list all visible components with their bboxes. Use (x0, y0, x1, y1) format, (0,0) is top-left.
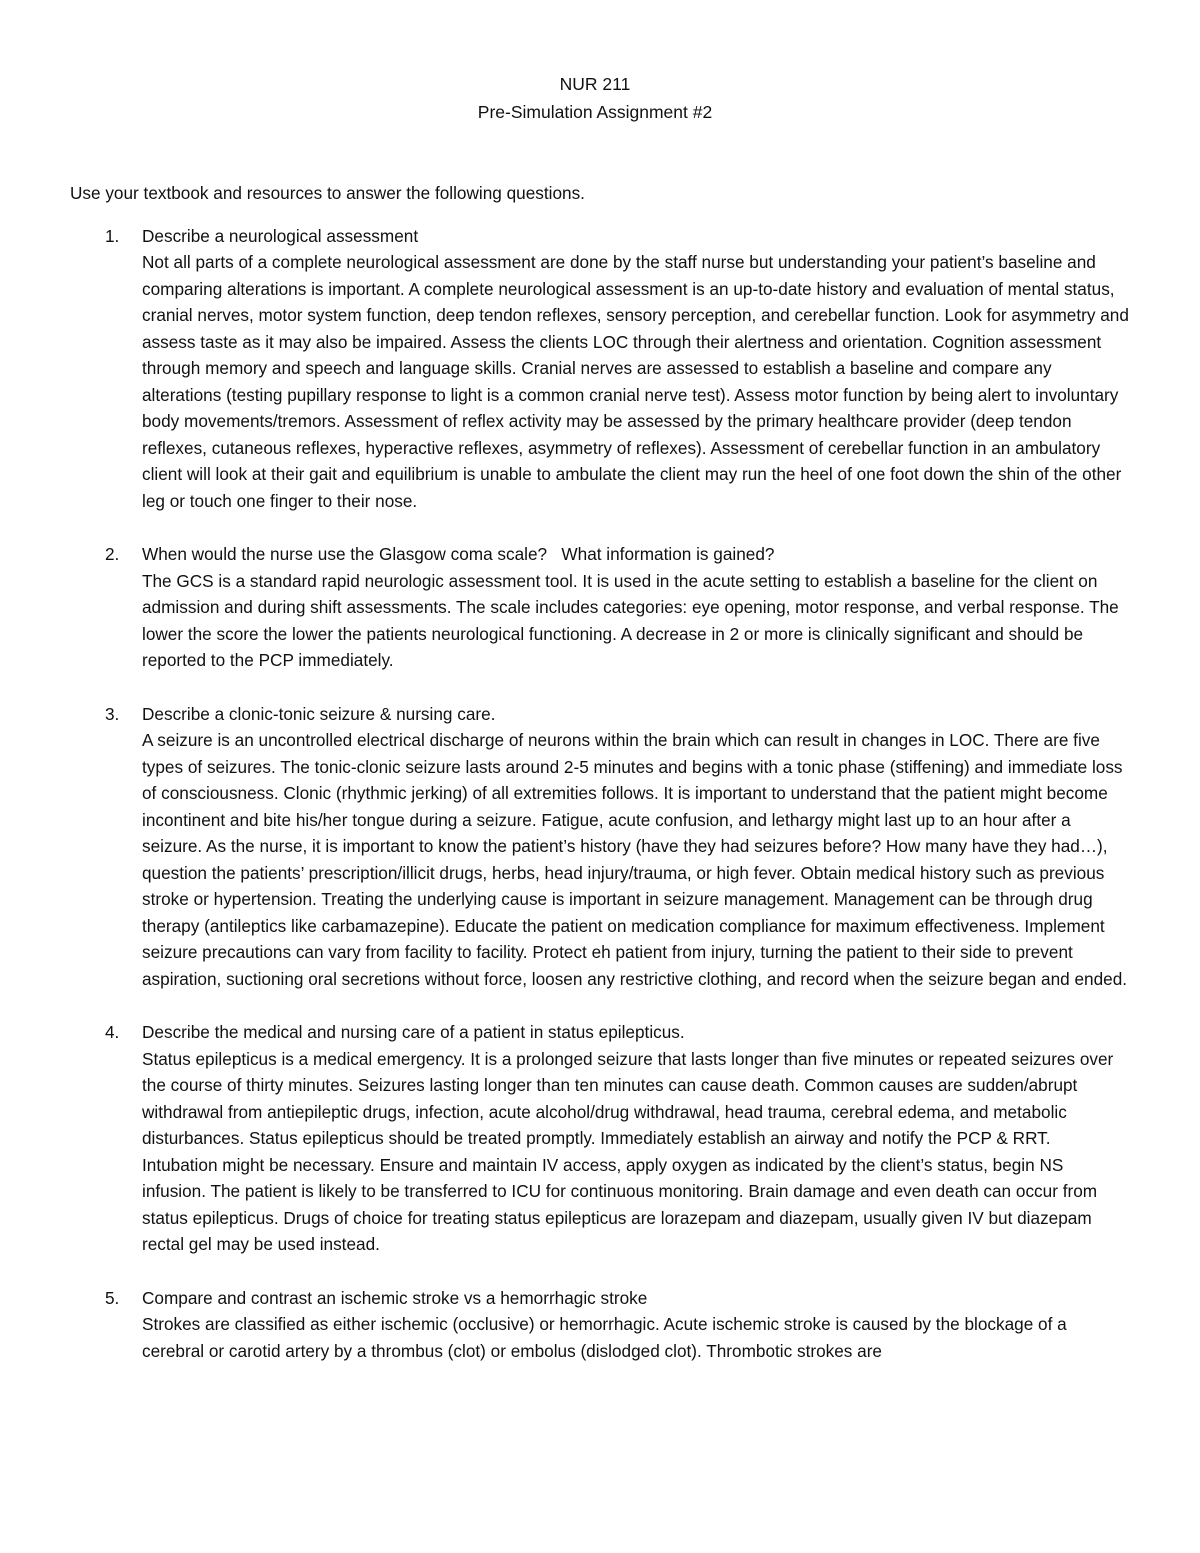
answer-text: Status epilepticus is a medical emergency. It is a prolonged seizure that lasts longer than five minutes or repeated seizures over the course of thirty minutes. Seizures lasting longer than ten minutes can cause death. Common causes are sudden/abrupt withdrawal from antiepileptic drugs, infection, acute alcohol/drug withdrawal, head trauma, cerebral edema, and metabolic disturbances. Status epilepticus should be treated promptly. Immediately establish an airway and notify the PCP & RRT. Intubation might be necessary. Ensure and maintain IV access, apply oxygen as indicated by the client’s status, begin NS infusion. The patient is likely to be transferred to ICU for continuous monitoring. Brain damage and even death can occur from status epilepticus. Drugs of choice for treating status epilepticus are lorazepam and diazepam, usually given IV but diazepam rectal gel may be used instead. (142, 1048, 1114, 1254)
question-number: 4. (105, 1022, 120, 1042)
question-title: Compare and contrast an ischemic stroke vs a hemorrhagic stroke (142, 1287, 648, 1308)
assignment-title: Pre-Simulation Assignment #2 (477, 102, 713, 122)
question-number: 5. (105, 1287, 120, 1308)
course-title: NUR 211 (559, 74, 631, 94)
question-body (142, 1285, 1130, 1365)
question-number: 3. (105, 703, 120, 724)
question-body (142, 223, 1130, 515)
question-body (142, 701, 1130, 993)
question-number: 2. (105, 544, 120, 564)
document-header (70, 70, 1120, 126)
answer-text: Strokes are classified as either ischemic (occlusive) or hemorrhagic. Acute ischemic stroke is caused by the blockage of a cerebral or carotid artery by a thrombus (clot) or embolus (dislodged clot). Thrombotic strokes are (142, 1314, 1067, 1361)
answer-text: Not all parts of a complete neurological assessment are done by the staff nurse but understanding your patient’s baseline and comparing alterations is important. A complete neurological assessment is an up-to-date history and evaluation of mental status, cranial nerves, motor system function, deep tendon reflexes, sensory perception, and cerebellar function. Look for asymmetry and assess taste as it may also be impaired. Assess the clients LOC through their alertness and orientation. Cognition assessment through memory and speech and language skills. Cranial nerves are assessed to establish a baseline and compare any alterations (testing pupillary response to light is a common cranial nerve test). Assess motor function by being alert to involuntary body movements/tremors. Assessment of reflex activity may be assessed by the primary healthcare provider (deep tendon reflexes, cutaneous reflexes, hyperactive reflexes, asymmetry of reflexes). Assessment of cerebellar function in an ambulatory client will look at their gait and equilibrium is unable to ambulate the client may run the heel of one foot down the shin of the other leg or touch one finger to their nose. (142, 252, 1129, 511)
answer-text: The GCS is a standard rapid neurologic assessment tool. It is used in the acute setting to establish a baseline for the client on admission and during shift assessments. The scale includes categories: eye opening, motor response, and verbal response. The lower the score the lower the patients neurological functioning. A decrease in 2 or more is clinically significant and should be reported to the PCP immediately. (142, 570, 1119, 670)
question-number: 1. (105, 225, 120, 246)
question-list (70, 223, 1130, 1365)
question-title: When would the nurse use the Glasgow coma scale? What information is gained? (142, 544, 775, 564)
instructions-text: Use your textbook and resources to answer the following questions. (70, 183, 585, 203)
question-title: Describe the medical and nursing care of a patient in status epilepticus. (142, 1022, 685, 1042)
answer-text: A seizure is an uncontrolled electrical discharge of neurons within the brain which can result in changes in LOC. There are five types of seizures. The tonic-clonic seizure lasts around 2-5 minutes and begins with a tonic phase (stiffening) and immediate loss of consciousness. Clonic (rhythmic jerking) of all extremities follows. It is important to understand that the patient might become incontinent and bite his/her tongue during a seizure. Fatigue, acute confusion, and lethargy might last up to an hour after a seizure. As the nurse, it is important to know the patient’s history (have they had seizures before? How many have they had…), question the patients’ prescription/illicit drugs, herbs, head injury/trauma, or high fever. Obtain medical history such as previous stroke or hypertension. Treating the underlying cause is important in seizure management. Management can be through drug therapy (antileptics like carbamazepine). Educate the patient on medication compliance for maximum effectiveness. Implement seizure precautions can vary from facility to facility. Protect eh patient from injury, turning the patient to their side to prevent aspiration, suctioning oral secretions without force, loosen any restrictive clothing, and record when the seizure began and ended. (142, 730, 1128, 989)
question-body (142, 1019, 1130, 1258)
question-item-3 (70, 701, 1130, 993)
question-item-4 (70, 1019, 1130, 1258)
question-title: Describe a neurological assessment (142, 225, 419, 246)
question-item-5 (70, 1285, 1130, 1365)
question-body (142, 541, 1130, 674)
document-page (70, 70, 1130, 1391)
question-title: Describe a clonic-tonic seizure & nursing care. (142, 703, 496, 724)
question-item-1 (70, 223, 1130, 515)
question-item-2 (70, 541, 1130, 674)
